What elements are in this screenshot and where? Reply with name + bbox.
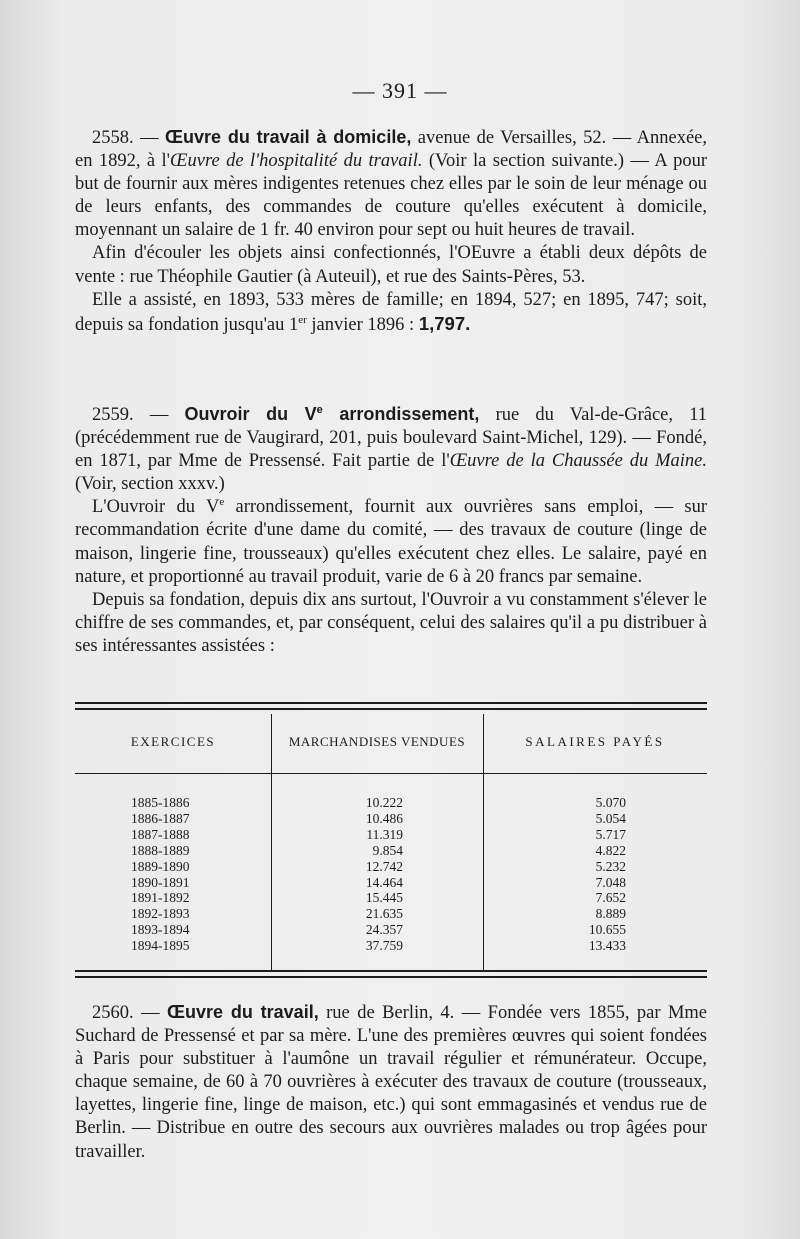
row-marchandises: 24.357 xyxy=(365,922,403,938)
entry-2559-title-sup: e xyxy=(316,403,323,416)
entry-2558-paragraph-2: Afin d'écouler les objets ainsi confectionnés, l'OEuvre a établi deux dépôts de vente : rue Théophile Gautier (à Auteuil), et rue des Saints-Pères, 53. xyxy=(75,243,707,287)
row-salaires: 7.048 xyxy=(595,874,626,890)
entry-2558-number: 2558. — xyxy=(92,128,165,148)
row-exercice: 1889-1890 xyxy=(131,858,190,874)
row-marchandises: 10.222 xyxy=(365,795,403,810)
table-divider-1 xyxy=(271,714,272,970)
entry-2560-paragraph xyxy=(75,1001,707,1164)
entry-2560-title: Œuvre du travail, xyxy=(167,1002,319,1022)
entry-2559-title-b: arrondissement, xyxy=(322,404,480,424)
entry-2559-paragraph-3: Depuis sa fondation, depuis dix ans surtout, l'Ouvroir a vu constamment s'élever le chiffre de ses commandes, et, par conséquent, celui des salaires qu'il a pu distribuer à ses intéressantes assistées : xyxy=(75,589,707,656)
entry-2559-paragraph-1 xyxy=(75,403,707,496)
entry-2558-paragraph-3 xyxy=(75,289,707,337)
row-exercice: 1885-1886 xyxy=(131,795,190,810)
entry-2559 xyxy=(75,403,707,658)
header-exercices: EXERCICES xyxy=(130,734,216,749)
row-marchandises: 11.319 xyxy=(366,826,403,842)
row-salaires: 8.889 xyxy=(595,906,626,922)
entry-2558-paragraph-3-sup: er xyxy=(298,313,307,326)
row-salaires: 5.717 xyxy=(595,826,626,842)
entry-2558-italic-ref: Œuvre de l'hospitalité du travail. xyxy=(170,151,423,172)
entry-2559-paragraph-2-sup: e xyxy=(219,496,225,509)
entry-2559-title-a: Ouvroir du V xyxy=(184,404,317,424)
row-marchandises: 21.635 xyxy=(365,906,403,922)
entry-2558-paragraph-3-text: Elle a assisté, en 1893, 533 mères de famille; en 1894, 527; en 1895, 747; soit, depuis sa fondation jusqu'au 1 xyxy=(75,289,707,335)
entry-2559-paragraph-2-a: L'Ouvroir du V xyxy=(92,497,220,518)
column-marchandises xyxy=(355,795,403,954)
row-marchandises: 9.854 xyxy=(372,842,403,858)
table-top-rule-1 xyxy=(75,702,707,704)
table-bottom-rule-2 xyxy=(75,976,707,978)
row-marchandises: 10.486 xyxy=(365,810,403,826)
entry-2558-text-1: avenue de Versailles, 52. — Annexée, en 1892, à l' xyxy=(75,128,707,172)
entry-2559-number: 2559. — xyxy=(92,405,185,425)
page-number: — 391 — xyxy=(352,78,448,103)
row-exercice: 1890-1891 xyxy=(131,874,190,890)
column-salaires xyxy=(580,795,626,954)
row-exercice: 1893-1894 xyxy=(131,922,190,938)
row-exercice: 1886-1887 xyxy=(131,810,190,826)
row-marchandises: 37.759 xyxy=(365,938,403,954)
entry-2559-text-2: (Voir, section xxxv.) xyxy=(75,474,225,495)
row-salaires: 7.652 xyxy=(595,890,626,906)
entry-2558-paragraph-1 xyxy=(75,126,707,242)
entry-2560-text: rue de Berlin, 4. — Fondée vers 1855, par Mme Suchard de Pressensé et par sa mère. L'une des premières œuvres qui soient fondées à Paris pour substituer à l'aumône un travail régulier et rémunérateur. Occupe, chaque semaine, de 60 à 70 ouvrières à exécuter des travaux de couture (trousseaux, layettes, lingerie fine, linge de maison, etc.) qui sont emmagasinés et vendus rue de Berlin. — Distribue en outre des secours aux ouvrières malades ou trop âgées pour travailler. xyxy=(75,1003,708,1162)
entry-2559-paragraph-2-b: arrondissement, fournit aux ouvrières sans emploi, — sur recommandation écrite d'une dame du comité, — des travaux de couture (linge de maison, lingerie fine, trousseaux) qu'elles exécutent chez elles. Le salaire, payé en nature, et proportionné au travail produit, varie de 6 à 20 francs par semaine. xyxy=(75,497,707,587)
row-salaires: 10.655 xyxy=(588,922,626,938)
entry-2560 xyxy=(75,1001,707,1164)
table-top-rule-2 xyxy=(75,708,707,710)
entry-2559-text-1: rue du Val-de-Grâce, 11 (précédemment rue de Vaugirard, 201, puis boulevard Saint-Michel, 129). — Fondé, en 1871, par Mme de Pressensé. Fait partie de l' xyxy=(75,405,708,472)
header-salaires: SALAIRES PAYÉS xyxy=(525,734,665,749)
row-salaires: 13.433 xyxy=(588,938,626,954)
table-divider-2 xyxy=(483,714,484,970)
column-exercices xyxy=(131,795,190,954)
entry-2558-paragraph-3-end: janvier 1896 : xyxy=(306,314,419,335)
row-marchandises: 12.742 xyxy=(365,858,403,874)
entry-2560-number: 2560. — xyxy=(92,1003,168,1023)
row-exercice: 1888-1889 xyxy=(131,842,190,858)
table-bottom-rule-1 xyxy=(75,970,707,972)
entry-2558 xyxy=(75,126,707,337)
row-salaires: 5.054 xyxy=(595,810,626,826)
entry-2558-title: Œuvre du travail à domicile, xyxy=(165,127,412,147)
row-exercice: 1891-1892 xyxy=(131,890,190,906)
entry-2559-paragraph-2 xyxy=(75,496,707,588)
table-header-rule xyxy=(75,773,707,774)
row-salaires: 5.232 xyxy=(595,858,626,874)
row-exercice: 1887-1888 xyxy=(131,826,190,842)
row-exercice: 1892-1893 xyxy=(131,906,190,922)
salary-table xyxy=(75,702,707,980)
header-marchandises: MARCHANDISES VENDUES xyxy=(288,734,466,749)
row-marchandises: 14.464 xyxy=(365,874,403,890)
entry-2558-total: 1,797. xyxy=(418,312,471,334)
row-salaires: 4.822 xyxy=(595,842,626,858)
row-marchandises: 15.445 xyxy=(365,890,403,906)
row-salaires: 5.070 xyxy=(595,795,626,810)
row-exercice: 1894-1895 xyxy=(131,938,190,954)
entry-2558-text-2: (Voir la section suivante.) — A pour but de fournir aux mères indigentes retenues chez elles par le soin de leur ménage ou de leurs enfants, des commandes de couture qu'elles exécutent à domicile, moyennant un salaire de 1 fr. 40 environ pour sept ou huit heures de travail. xyxy=(75,151,707,241)
entry-2559-italic-ref: Œuvre de la Chaussée du Maine. xyxy=(449,451,707,472)
